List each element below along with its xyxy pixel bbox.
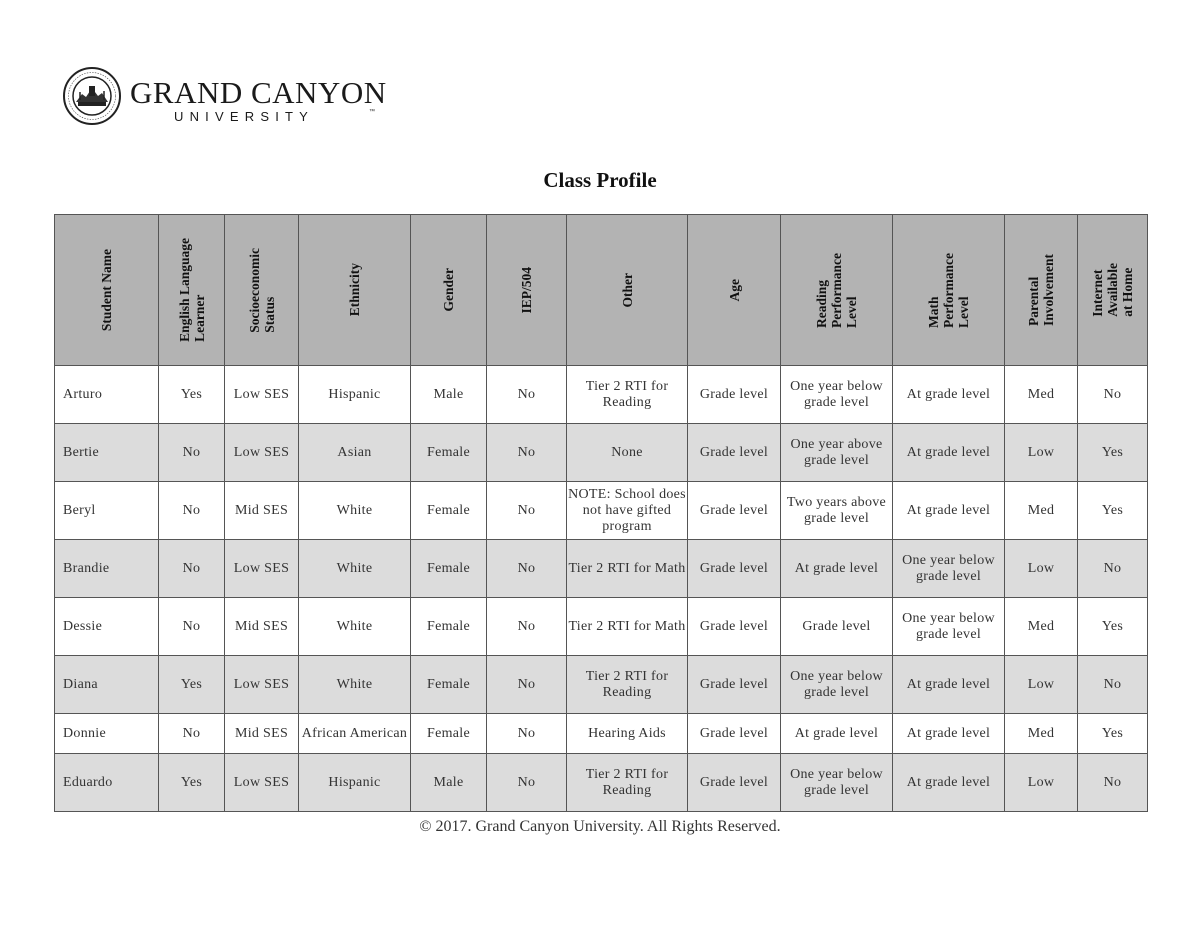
table-row xyxy=(55,754,1148,812)
table-row xyxy=(55,714,1148,754)
table-cell: At grade level xyxy=(893,754,1005,812)
table-cell: Tier 2 RTI for Math xyxy=(567,540,688,598)
table-cell: No xyxy=(1078,540,1148,598)
table-cell: No xyxy=(487,482,567,540)
table-cell: Tier 2 RTI for Reading xyxy=(567,754,688,812)
table-cell: No xyxy=(487,656,567,714)
table-cell: Tier 2 RTI for Reading xyxy=(567,366,688,424)
table-cell: No xyxy=(487,754,567,812)
table-cell: Low xyxy=(1005,656,1078,714)
table-cell: Yes xyxy=(1078,482,1148,540)
table-cell: Grade level xyxy=(781,598,893,656)
table-cell: Grade level xyxy=(688,482,781,540)
table-cell: No xyxy=(159,540,225,598)
table-cell: Hearing Aids xyxy=(567,714,688,754)
column-header xyxy=(893,215,1005,366)
table-cell: No xyxy=(1078,656,1148,714)
column-header-label: Reading Performance Level xyxy=(814,252,859,328)
table-cell: No xyxy=(487,714,567,754)
table-cell: No xyxy=(487,540,567,598)
table-cell: Asian xyxy=(299,424,411,482)
table-row xyxy=(55,482,1148,540)
table-cell: Grade level xyxy=(688,754,781,812)
table-cell: Low SES xyxy=(225,540,299,598)
table-cell: Med xyxy=(1005,714,1078,754)
student-name-cell: Bertie xyxy=(55,424,159,482)
table-cell: Med xyxy=(1005,598,1078,656)
table-cell: None xyxy=(567,424,688,482)
table-cell: Low xyxy=(1005,424,1078,482)
table-cell: Mid SES xyxy=(225,482,299,540)
table-cell: Tier 2 RTI for Reading xyxy=(567,656,688,714)
logo-trademark: ™ xyxy=(369,109,375,115)
table-cell: No xyxy=(159,714,225,754)
column-header xyxy=(225,215,299,366)
table-cell: Grade level xyxy=(688,424,781,482)
table-cell: One year below grade level xyxy=(893,598,1005,656)
student-name-cell: Beryl xyxy=(55,482,159,540)
table-cell: African American xyxy=(299,714,411,754)
table-cell: One year above grade level xyxy=(781,424,893,482)
table-cell: Yes xyxy=(159,754,225,812)
table-cell: Low SES xyxy=(225,366,299,424)
column-header xyxy=(1005,215,1078,366)
university-logo xyxy=(56,66,387,126)
student-name-cell: Donnie xyxy=(55,714,159,754)
logo-wordmark: GRAND CANYON xyxy=(130,75,387,110)
page-title: Class Profile xyxy=(543,168,657,192)
table-cell: Female xyxy=(411,482,487,540)
table-row xyxy=(55,424,1148,482)
table-cell: Grade level xyxy=(688,598,781,656)
table-body xyxy=(55,366,1148,812)
table-cell: Tier 2 RTI for Math xyxy=(567,598,688,656)
column-header-label: Socioeconomic Status xyxy=(246,247,277,333)
table-cell: At grade level xyxy=(893,656,1005,714)
table-cell: Yes xyxy=(1078,424,1148,482)
table-cell: Grade level xyxy=(688,656,781,714)
column-header xyxy=(299,215,411,366)
table-cell: One year below grade level xyxy=(893,540,1005,598)
table-cell: Female xyxy=(411,656,487,714)
column-header xyxy=(781,215,893,366)
university-seal-icon xyxy=(56,66,128,126)
table-cell: Yes xyxy=(159,656,225,714)
table-cell: No xyxy=(1078,366,1148,424)
table-cell: No xyxy=(487,424,567,482)
table-cell: White xyxy=(299,540,411,598)
table-cell: White xyxy=(299,482,411,540)
table-row xyxy=(55,656,1148,714)
table-cell: One year below grade level xyxy=(781,366,893,424)
column-header-label: Gender xyxy=(441,268,456,312)
column-header xyxy=(1078,215,1148,366)
table-cell: One year below grade level xyxy=(781,754,893,812)
table-header-row xyxy=(55,215,1148,366)
table-cell: Med xyxy=(1005,366,1078,424)
column-header-label: Parental Involvement xyxy=(1026,254,1056,326)
table-cell: At grade level xyxy=(781,540,893,598)
table-cell: Yes xyxy=(159,366,225,424)
table-cell: Low SES xyxy=(225,424,299,482)
table-cell: No xyxy=(159,424,225,482)
table-cell: Female xyxy=(411,424,487,482)
table-cell: White xyxy=(299,598,411,656)
table-cell: Grade level xyxy=(688,714,781,754)
column-header-label: Student Name xyxy=(99,248,114,332)
column-header xyxy=(411,215,487,366)
column-header xyxy=(55,215,159,366)
table-cell: Hispanic xyxy=(299,754,411,812)
column-header xyxy=(688,215,781,366)
column-header-label: English Language Learner xyxy=(176,238,207,342)
table-cell: Grade level xyxy=(688,540,781,598)
table-cell: Female xyxy=(411,540,487,598)
table-cell: Hispanic xyxy=(299,366,411,424)
table-cell: Two years above grade level xyxy=(781,482,893,540)
table-cell: White xyxy=(299,656,411,714)
table-cell: Female xyxy=(411,598,487,656)
table-cell: No xyxy=(159,482,225,540)
table-cell: No xyxy=(487,598,567,656)
column-header-label: Ethnicity xyxy=(347,263,362,317)
student-name-cell: Eduardo xyxy=(55,754,159,812)
table-row xyxy=(55,366,1148,424)
table-cell: Mid SES xyxy=(225,598,299,656)
table-cell: At grade level xyxy=(781,714,893,754)
copyright-footer: © 2017. Grand Canyon University. All Rights Reserved. xyxy=(419,818,781,835)
table-cell: At grade level xyxy=(893,424,1005,482)
column-header-label: Other xyxy=(619,272,635,308)
student-name-cell: Arturo xyxy=(55,366,159,424)
table-cell: At grade level xyxy=(893,482,1005,540)
table-cell: Male xyxy=(411,754,487,812)
table-cell: One year below grade level xyxy=(781,656,893,714)
table-cell: Female xyxy=(411,714,487,754)
column-header-label: Math Performance Level xyxy=(926,252,971,328)
column-header xyxy=(159,215,225,366)
table-cell: Low xyxy=(1005,754,1078,812)
student-name-cell: Dessie xyxy=(55,598,159,656)
student-name-cell: Brandie xyxy=(55,540,159,598)
table-row xyxy=(55,598,1148,656)
logo-subtitle: UNIVERSITY xyxy=(174,109,315,124)
table-row xyxy=(55,540,1148,598)
table-cell: Yes xyxy=(1078,714,1148,754)
table-cell: NOTE: School does not have gifted program xyxy=(567,482,688,540)
table-cell: Grade level xyxy=(688,366,781,424)
class-profile-table xyxy=(54,214,1148,812)
table-cell: Yes xyxy=(1078,598,1148,656)
table-cell: At grade level xyxy=(893,366,1005,424)
column-header-label: IEP/504 xyxy=(519,266,534,314)
column-header-label: Internet Available at Home xyxy=(1090,263,1135,317)
student-name-cell: Diana xyxy=(55,656,159,714)
table-cell: Med xyxy=(1005,482,1078,540)
table-cell: No xyxy=(1078,754,1148,812)
table-cell: Mid SES xyxy=(225,714,299,754)
column-header-label: Age xyxy=(726,278,742,302)
table-cell: No xyxy=(159,598,225,656)
column-header xyxy=(567,215,688,366)
column-header xyxy=(487,215,567,366)
table-cell: No xyxy=(487,366,567,424)
table-cell: Low SES xyxy=(225,754,299,812)
table-cell: Low SES xyxy=(225,656,299,714)
table-cell: At grade level xyxy=(893,714,1005,754)
table-cell: Low xyxy=(1005,540,1078,598)
table-cell: Male xyxy=(411,366,487,424)
